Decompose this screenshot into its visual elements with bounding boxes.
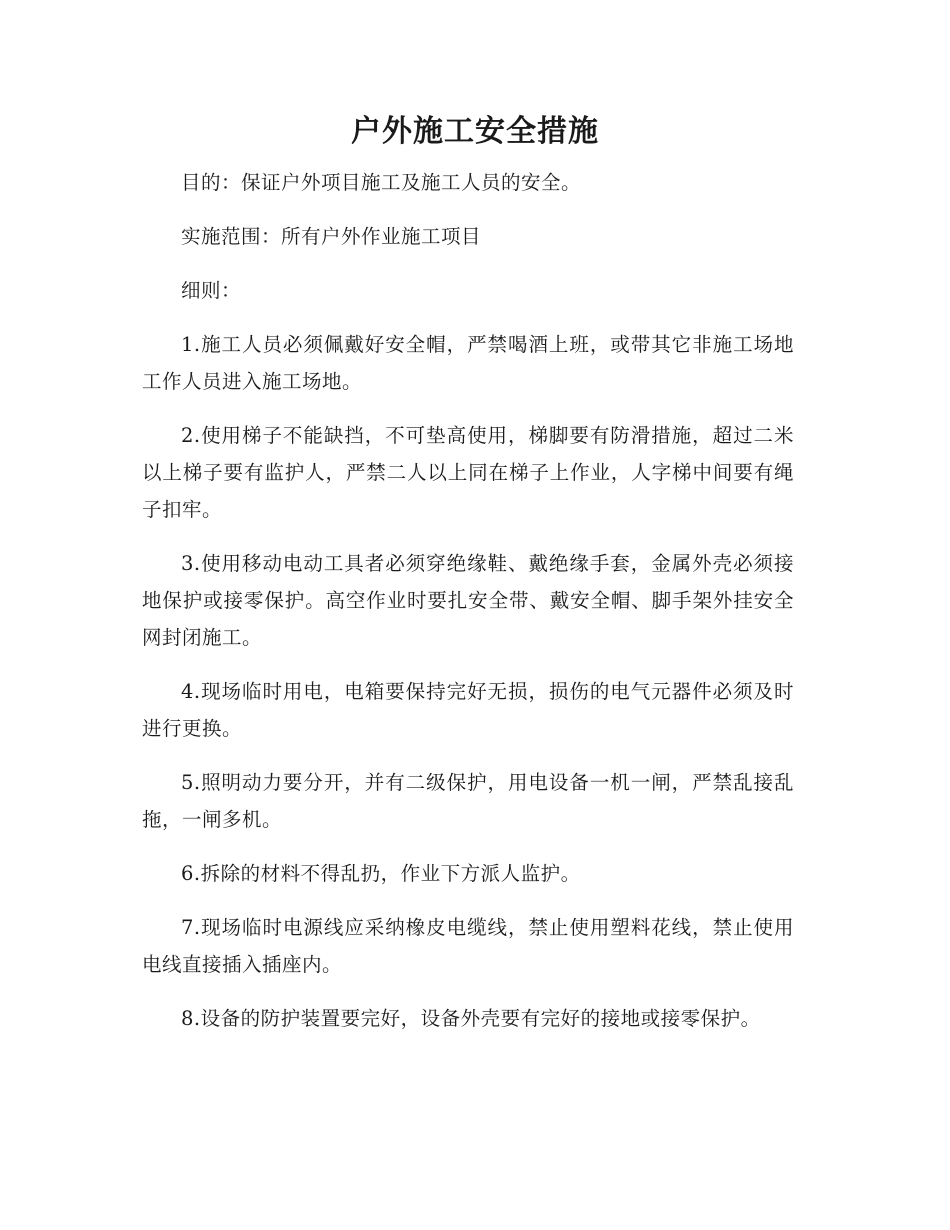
rule-item-1: 1.施工人员必须佩戴好安全帽，严禁喝酒上班，或带其它非施工场地工作人员进入施工场地。: [142, 333, 794, 393]
rule-item-5: 5.照明动力要分开，并有二级保护，用电设备一机一闸，严禁乱接乱拖，一闸多机。: [142, 771, 794, 831]
rules-heading: 细则：: [181, 279, 242, 302]
rule-item-6: 6.拆除的材料不得乱扔，作业下方派人监护。: [181, 862, 581, 885]
rule-item-4: 4.现场临时用电，电箱要保持完好无损，损伤的电气元器件必须及时进行更换。: [142, 680, 794, 740]
document-body: [142, 164, 794, 1054]
rule-item-2: 2.使用梯子不能缺挡，不可垫高使用，梯脚要有防滑措施，超过二米以上梯子要有监护人，严禁二人以上同在梯子上作业，人字梯中间要有绳子扣牢。: [142, 424, 794, 521]
rule-item-3: 3.使用移动电动工具者必须穿绝缘鞋、戴绝缘手套，金属外壳必须接地保护或接零保护。高空作业时要扎安全带、戴安全帽、脚手架外挂安全网封闭施工。: [142, 552, 794, 649]
scope-paragraph: 实施范围：所有户外作业施工项目: [181, 225, 482, 248]
rule-item-8: 8.设备的防护装置要完好，设备外壳要有完好的接地或接零保护。: [181, 1007, 761, 1030]
document-title: 户外施工安全措施: [351, 114, 599, 149]
rule-item-7: 7.现场临时电源线应采纳橡皮电缆线，禁止使用塑料花线，禁止使用电线直接插入插座内。: [142, 916, 794, 976]
purpose-paragraph: 目的：保证户外项目施工及施工人员的安全。: [181, 171, 582, 194]
